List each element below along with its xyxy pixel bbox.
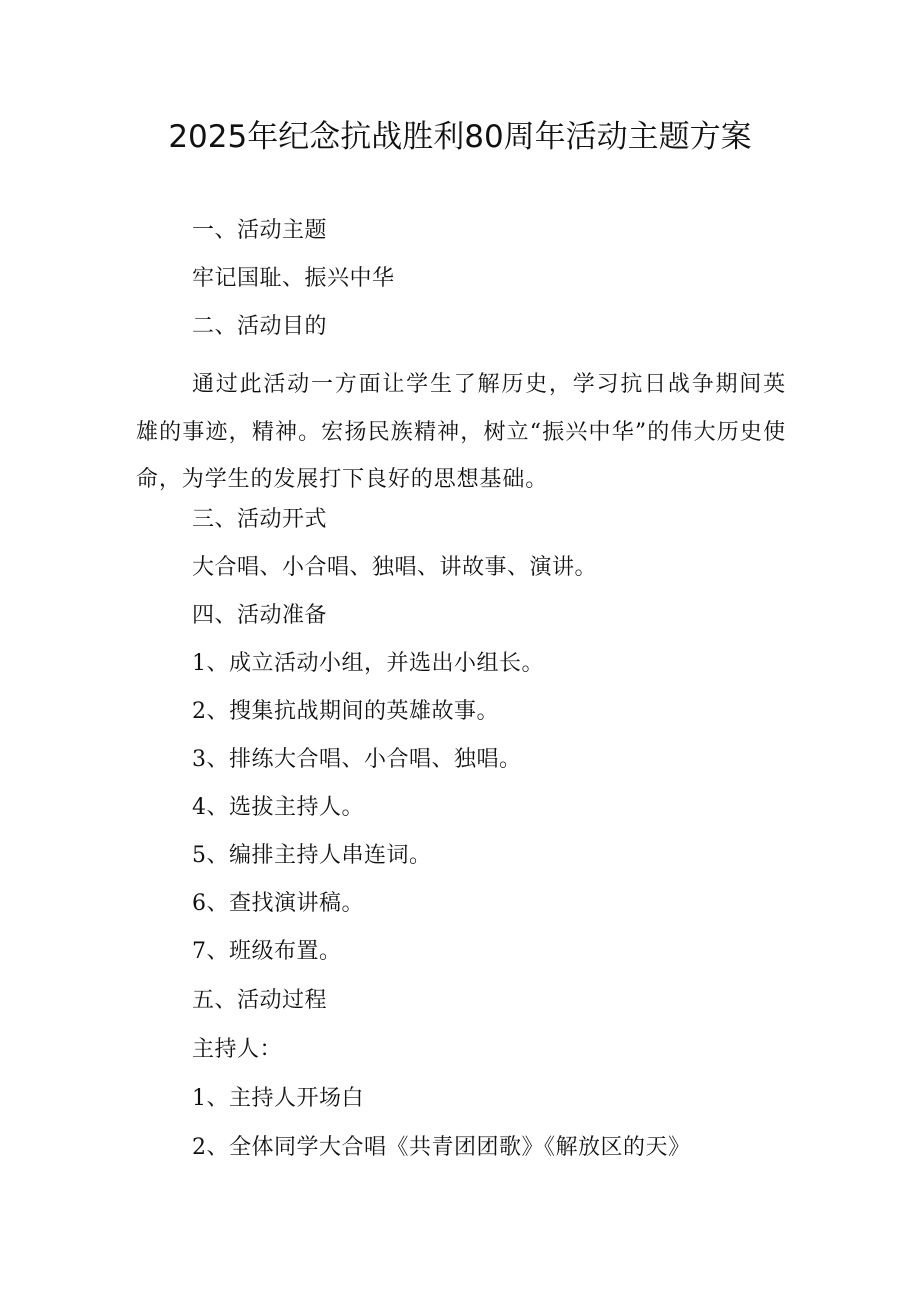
theme-text: 牢记国耻、振兴中华 — [192, 266, 395, 291]
list-item: 2、搜集抗战期间的英雄故事。 — [192, 699, 499, 724]
list-item: 2、全体同学大合唱《共青团团歌》《解放区的天》 — [192, 1135, 691, 1160]
section-heading-process: 五、活动过程 — [192, 988, 328, 1013]
host-label: 主持人： — [192, 1037, 283, 1062]
list-item: 5、编排主持人串连词。 — [192, 843, 432, 868]
section-heading-format: 三、活动开式 — [192, 507, 328, 532]
section-heading-purpose: 二、活动目的 — [192, 314, 328, 339]
list-item: 4、选拔主持人。 — [192, 795, 364, 820]
section-heading-preparation: 四、活动准备 — [192, 603, 328, 628]
document-title: 2025年纪念抗战胜利80周年活动主题方案 — [168, 119, 752, 155]
list-item: 6、查找演讲稿。 — [192, 891, 364, 916]
list-item: 3、排练大合唱、小合唱、独唱。 — [192, 747, 522, 772]
section-heading-theme: 一、活动主题 — [192, 218, 328, 243]
purpose-paragraph: 通过此活动一方面让学生了解历史，学习抗日战争期间英雄的事迹，精神。宏扬民族精神，树立“振兴中华”的伟大历史使命，为学生的发展打下良好的思想基础。 — [136, 372, 786, 492]
list-item: 1、主持人开场白 — [192, 1086, 364, 1111]
list-item: 7、班级布置。 — [192, 939, 342, 964]
format-text: 大合唱、小合唱、独唱、讲故事、演讲。 — [192, 555, 598, 580]
list-item: 1、成立活动小组，并选出小组长。 — [192, 651, 544, 676]
